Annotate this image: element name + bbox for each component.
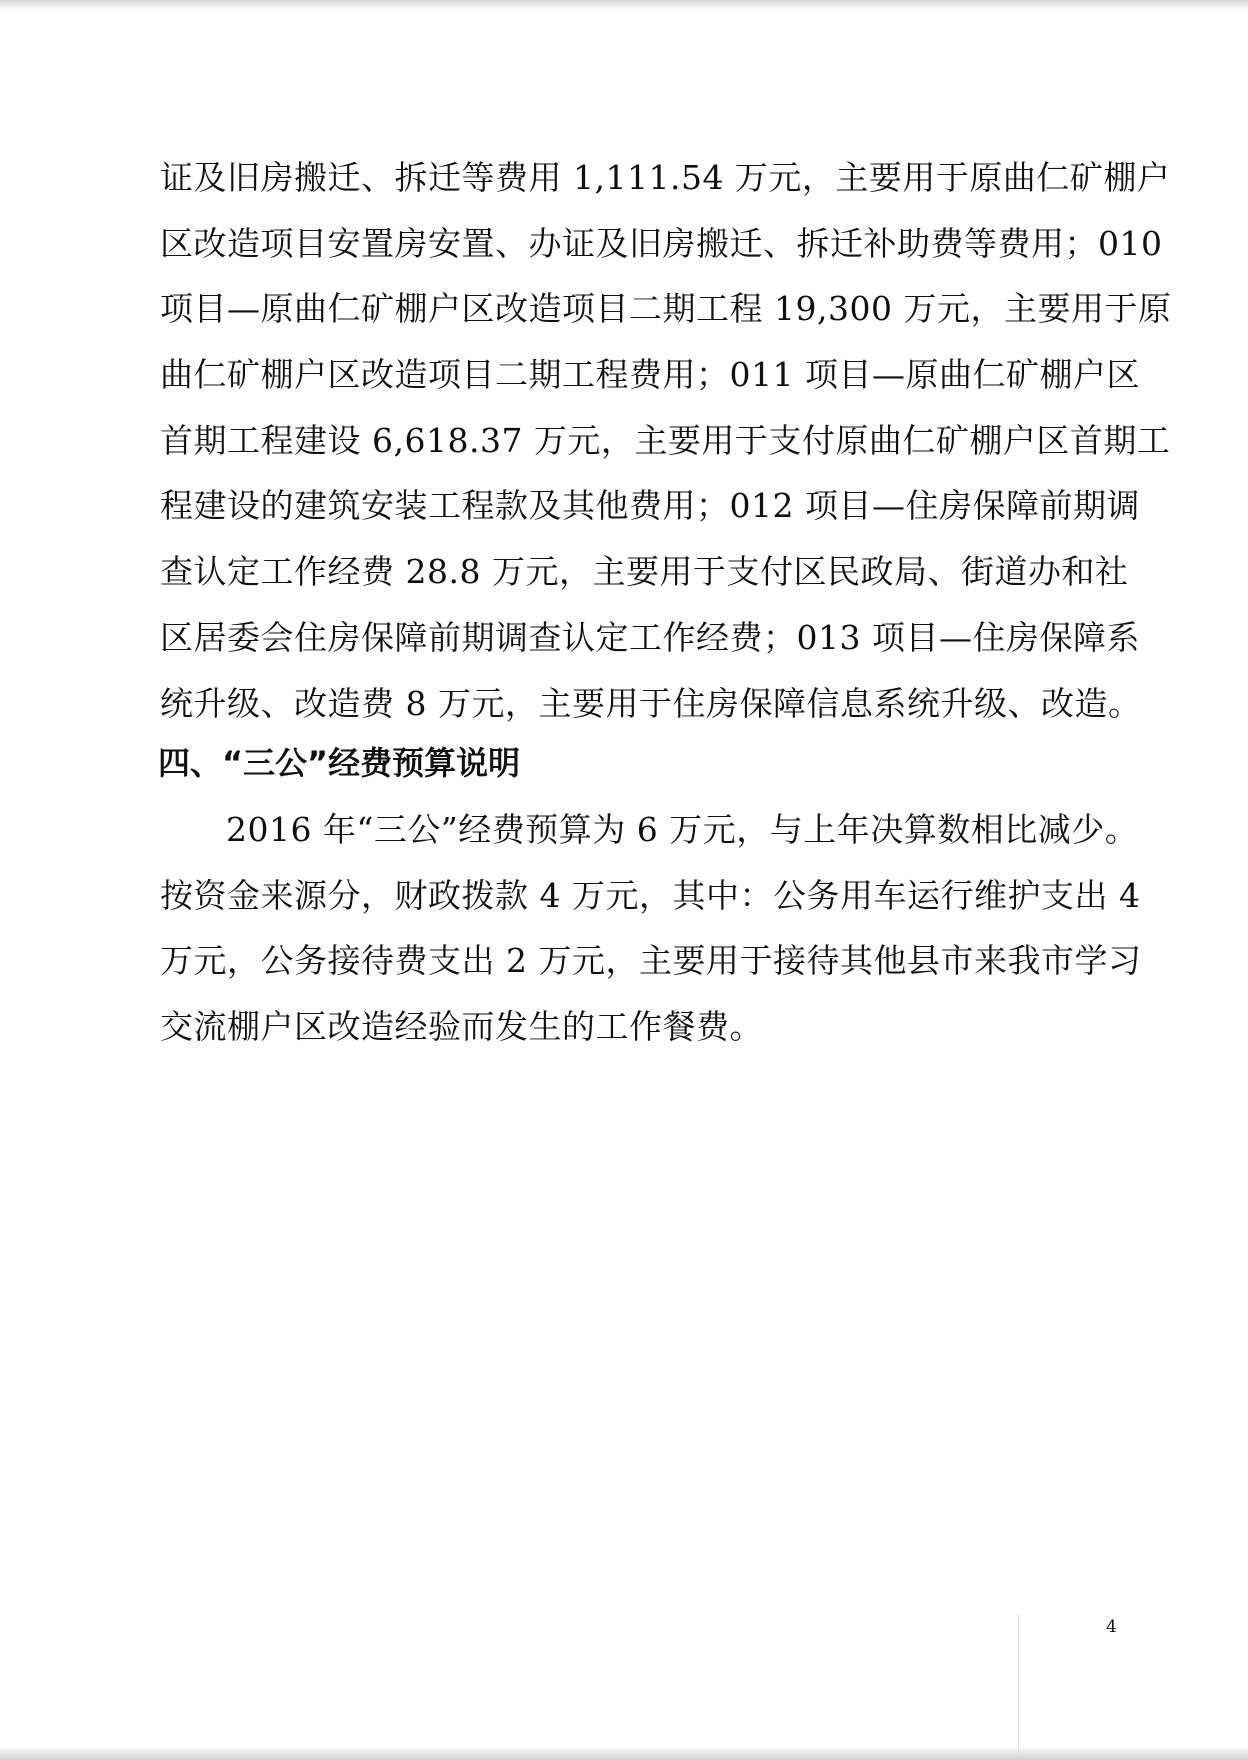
paragraph-line: 查认定工作经费 28.8 万元，主要用于支付区民政局、街道办和社: [160, 552, 1129, 592]
paragraph-line: 证及旧房搬迁、拆迁等费用 1,111.54 万元，主要用于原曲仁矿棚户: [160, 158, 1171, 197]
paragraph-line: 首期工程建设 6,618.37 万元，主要用于支付原曲仁矿棚户区首期工: [160, 420, 1171, 460]
paragraph-line: 万元，公务接待费支出 2 万元，主要用于接待其他县市来我市学习: [160, 941, 1142, 981]
budget-project-paragraph: [160, 145, 1172, 736]
paragraph-line: 区居委会住房保障前期调查认定工作经费；013 项目—住房保障系: [160, 617, 1140, 657]
scan-bottom-edge: [0, 1746, 1248, 1760]
section-heading: 四、“三公”经费预算说明: [158, 744, 521, 782]
scan-artifact-line: [1018, 1614, 1019, 1754]
page-number: 4: [1106, 1617, 1117, 1637]
paragraph-line: 程建设的建筑安装工程款及其他费用；012 项目—住房保障前期调: [160, 486, 1140, 526]
paragraph-line: 按资金来源分，财政拨款 4 万元，其中：公务用车运行维护支出 4: [160, 875, 1141, 915]
paragraph-line: 曲仁矿棚户区改造项目二期工程费用；011 项目—原曲仁矿棚户区: [160, 355, 1140, 395]
paragraph-line: 2016 年“三公”经费预算为 6 万元，与上年决算数相比减少。: [226, 810, 1139, 849]
scan-top-edge: [0, 0, 1248, 10]
paragraph-line: 区改造项目安置房安置、办证及旧房搬迁、拆迁补助费等费用；010: [160, 223, 1163, 263]
three-public-expenses-paragraph: [160, 797, 1142, 1060]
paragraph-line: 统升级、改造费 8 万元，主要用于住房保障信息系统升级、改造。: [160, 683, 1142, 723]
paragraph-line: 交流棚户区改造经验而发生的工作餐费。: [160, 1007, 763, 1047]
paragraph-line: 项目—原曲仁矿棚户区改造项目二期工程 19,300 万元，主要用于原: [160, 289, 1172, 329]
